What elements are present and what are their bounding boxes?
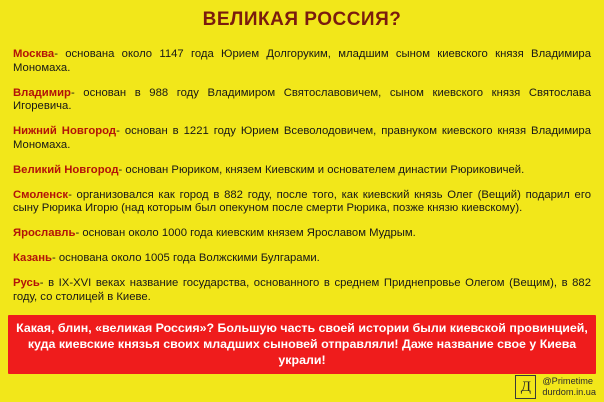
- list-item: [13, 48, 591, 75]
- entry-term: Великий Новгород: [13, 163, 119, 176]
- entry-list: [0, 48, 604, 304]
- credit-block: [515, 375, 596, 399]
- entry-term: Владимир: [13, 86, 71, 99]
- entry-term: Казань: [13, 252, 52, 265]
- page-title: ВЕЛИКАЯ РОССИЯ?: [202, 9, 402, 30]
- credit-handle: @Primetime: [542, 376, 594, 386]
- entry-term: Москва: [13, 48, 55, 61]
- entry-term: Смоленск: [13, 188, 69, 201]
- list-item: [13, 164, 591, 178]
- entry-text: - в IX-XVI веках название государства, основанного в среднем Приднепровье Олегом (Вещим), в 882 году, со столицей в Киеве.: [13, 276, 591, 303]
- entry-text: - основан около 1000 года киевским князем Ярославом Мудрым.: [75, 227, 416, 240]
- credit-lines: [542, 376, 596, 398]
- conclusion-banner: Какая, блин, «великая Россия»? Большую часть своей истории были киевской провинцией, куда киевские князья своих младших сыновей отправляли! Даже название свое у Киева украли!: [8, 315, 596, 374]
- list-item: [13, 227, 591, 241]
- entry-text: - основан Рюриком, князем Киевским и основателем династии Рюриковичей.: [118, 163, 525, 176]
- entry-text: - основан в 988 году Владимиром Святославовичем, сыном киевского князя Святослава Игоревича.: [13, 86, 591, 113]
- entry-text: - основан в 1221 году Юрием Всеволодовичем, правнуком киевского князя Владимира Мономаха.: [13, 125, 591, 151]
- list-item: [13, 87, 591, 114]
- credit-site: durdom.in.ua: [542, 387, 596, 397]
- list-item: [13, 252, 591, 266]
- entry-term: Русь: [13, 276, 40, 289]
- list-item: [13, 277, 591, 304]
- entry-text: - основана около 1147 года Юрием Долгоруким, младшим сыном киевского князя Владимира Мономаха.: [13, 48, 591, 74]
- entry-term: Ярославль: [13, 227, 76, 240]
- entry-text: - организовался как город в 882 году, после того, как киевский князь Олег (Вещий) подарил его сыну Рюрика Игорю (над которым был опекуном после смерти Рюрика, позже князю киевскому).: [13, 188, 591, 215]
- list-item: [13, 125, 591, 152]
- entry-text: - основана около 1005 года Волжскими Булгарами.: [51, 252, 320, 265]
- durdom-logo-icon: Д: [515, 375, 536, 399]
- entry-term: Нижний Новгород: [13, 125, 117, 138]
- list-item: [13, 189, 591, 216]
